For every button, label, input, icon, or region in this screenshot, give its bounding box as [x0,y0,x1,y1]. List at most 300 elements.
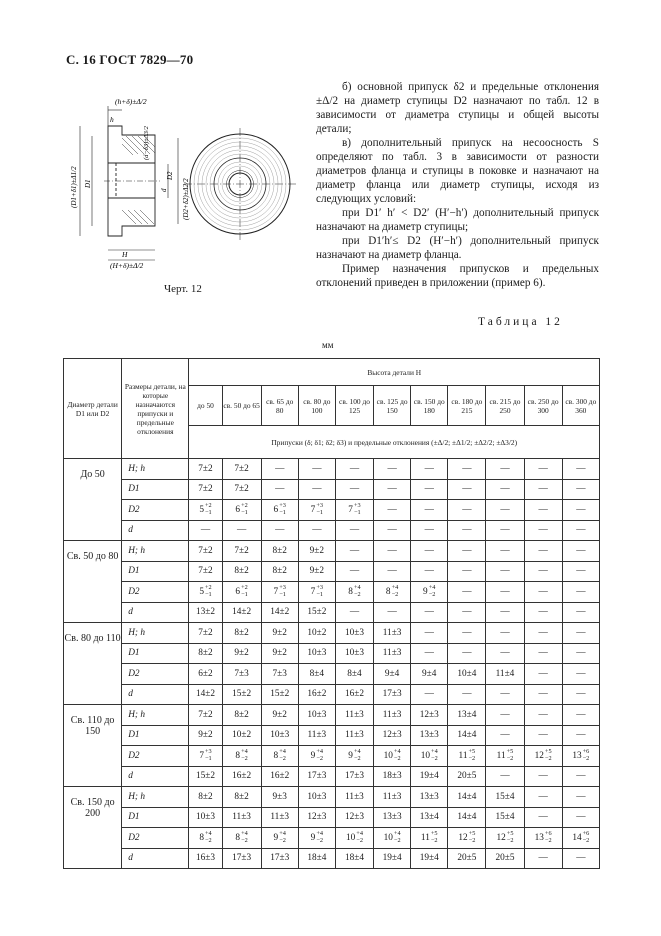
value-cell: 7 +3 −1 [261,582,298,603]
value-cell: 11±3 [335,787,373,808]
value-cell: 18±4 [298,848,335,869]
table-row [64,479,600,500]
value-cell: 15±2 [298,602,335,623]
value-cell: 14±2 [189,684,222,705]
value-cell: 8±2 [261,541,298,562]
value-cell: — [524,623,562,644]
value-cell: 10±3 [298,643,335,664]
value-cell: — [486,520,524,541]
table-row [64,643,600,664]
value-cell: 10 +4 −2 [335,828,373,849]
value-cell: — [222,520,261,541]
value-cell: 6 +2 −1 [222,500,261,521]
value-cell: — [298,520,335,541]
value-cell: — [261,520,298,541]
value-cell: — [411,643,448,664]
dimension-cell: H; h [122,459,189,480]
value-cell: — [411,479,448,500]
value-cell: 12±3 [374,725,411,746]
value-cell: — [562,459,599,480]
value-cell: 12 +5 −2 [486,828,524,849]
value-cell: — [374,520,411,541]
value-cell: — [486,623,524,644]
figure-caption: Черт. 12 [164,283,202,295]
value-cell: 9±2 [261,643,298,664]
dimension-cell: D2 [122,828,189,849]
value-cell: — [486,500,524,521]
value-cell: 16±2 [335,684,373,705]
value-cell: 10±2 [298,623,335,644]
value-cell: 7 +3 −1 [298,500,335,521]
value-cell: 15±2 [261,684,298,705]
value-cell: 14±4 [448,725,486,746]
value-cell: — [411,541,448,562]
value-cell: 9±4 [411,664,448,685]
value-cell: 11±3 [335,705,373,726]
value-cell: 8 +4 −2 [222,746,261,767]
value-cell: 10±3 [189,807,222,828]
value-cell: 10 +4 −2 [374,828,411,849]
value-cell: 7 +3 −1 [189,746,222,767]
value-cell: — [448,643,486,664]
value-cell: 7 +3 −1 [335,500,373,521]
value-cell: 16±2 [222,766,261,787]
header-height: Высота детали H [189,359,600,386]
value-cell: 8 +4 −2 [261,746,298,767]
dim-h: h [110,115,114,124]
dimension-cell: d [122,684,189,705]
value-cell: — [486,643,524,664]
value-cell: — [562,725,599,746]
value-cell: — [524,520,562,541]
value-cell: — [524,602,562,623]
value-cell: — [524,500,562,521]
paragraph-v: в) дополнительный припуск на несоосность S определяют по табл. 3 в зависимости от разности диаметров фланца и ступицы в поковке и назначают на диаметр фланца или диаметр ступицы, исходя из следующих условий: [316,137,599,205]
value-cell: 5 +2 −1 [189,582,222,603]
value-cell: — [524,459,562,480]
value-cell: 10±3 [298,705,335,726]
table-row [64,725,600,746]
value-cell: 20±5 [486,848,524,869]
table-row [64,602,600,623]
table-row [64,541,600,562]
value-cell: — [486,705,524,726]
value-cell: 10 +4 −2 [374,746,411,767]
value-cell: 9±4 [374,664,411,685]
value-cell: 11±3 [374,705,411,726]
value-cell: — [562,479,599,500]
value-cell: — [524,725,562,746]
dim-h-top: (h+δ)±Δ/2 [115,97,147,106]
value-cell: — [486,459,524,480]
value-cell: 13±3 [374,807,411,828]
value-cell: — [524,561,562,582]
table-unit: мм [322,340,334,350]
height-range-header: св. 180 до 215 [448,386,486,426]
value-cell: 11±3 [261,807,298,828]
value-cell: 11 +5 −2 [486,746,524,767]
value-cell: — [562,561,599,582]
value-cell: — [411,602,448,623]
height-range-header: св. 50 до 65 [222,386,261,426]
dimension-cell: D2 [122,664,189,685]
value-cell: 12±3 [411,705,448,726]
value-cell: — [261,479,298,500]
body-text [316,80,599,290]
table-row [64,787,600,808]
value-cell: — [411,520,448,541]
value-cell: 7±2 [222,459,261,480]
dim-D2-full: (D2+δ2)±Δ2/2 [182,178,190,220]
value-cell: 11±3 [374,787,411,808]
value-cell: — [562,664,599,685]
value-cell: — [562,766,599,787]
dimension-cell: D1 [122,807,189,828]
height-range-header: св. 300 до 360 [562,386,599,426]
dimension-cell: d [122,766,189,787]
page-header: С. 16 ГОСТ 7829—70 [66,52,194,67]
value-cell: 9±2 [298,561,335,582]
value-cell: — [486,725,524,746]
value-cell: 6 +3 −1 [261,500,298,521]
table-row [64,684,600,705]
value-cell: 9 +4 −2 [261,828,298,849]
value-cell: 13±4 [411,807,448,828]
dimension-cell: D2 [122,500,189,521]
dimension-cell: H; h [122,541,189,562]
value-cell: — [298,459,335,480]
value-cell: — [562,807,599,828]
diameter-cell: Св. 110 до 150 [64,705,122,787]
value-cell: — [411,684,448,705]
value-cell: — [562,623,599,644]
height-range-header: до 50 [189,386,222,426]
value-cell: — [524,684,562,705]
value-cell: 10±3 [335,623,373,644]
value-cell: — [448,459,486,480]
dim-d-inner: (d−δ3)±Δ3/2 [143,126,150,160]
height-range-header: св. 80 до 100 [298,386,335,426]
value-cell: 8 +4 −2 [335,582,373,603]
value-cell: — [562,500,599,521]
table-row [64,561,600,582]
value-cell: 9±2 [222,643,261,664]
value-cell: 13±3 [411,725,448,746]
value-cell: 11±3 [374,643,411,664]
value-cell: 17±3 [298,766,335,787]
table-row [64,746,600,767]
diameter-cell: Св. 150 до 200 [64,787,122,869]
value-cell: 8±2 [222,705,261,726]
value-cell: 9 +4 −2 [411,582,448,603]
table-row [64,828,600,849]
value-cell: 20±5 [448,848,486,869]
table-row [64,500,600,521]
table-row [64,623,600,644]
value-cell: 13±2 [189,602,222,623]
value-cell: 15±4 [486,807,524,828]
value-cell: 11±4 [486,664,524,685]
value-cell: — [335,561,373,582]
value-cell: — [448,500,486,521]
value-cell: 11 +5 −2 [411,828,448,849]
paragraph-b: б) основной припуск δ2 и предельные отклонения ±Δ/2 на диаметр ступицы D2 назначают по табл. 12 в зависимости от диаметра ступицы и общей высоты детали; [316,81,599,135]
table-row [64,807,600,828]
value-cell: 9±3 [261,787,298,808]
header-dimensions: Размеры детали, на которые назначаются припуски и предельные отклонения [122,359,189,459]
value-cell: — [562,643,599,664]
value-cell: 9±2 [261,705,298,726]
value-cell: 14±4 [448,807,486,828]
value-cell: 17±3 [222,848,261,869]
height-range-header: св. 100 до 125 [335,386,373,426]
value-cell: 15±4 [486,787,524,808]
value-cell: 10±3 [298,787,335,808]
value-cell: — [562,848,599,869]
value-cell: — [486,684,524,705]
value-cell: — [411,500,448,521]
value-cell: 11±3 [374,623,411,644]
value-cell: — [486,766,524,787]
dimension-cell: D1 [122,643,189,664]
value-cell: — [524,766,562,787]
value-cell: 8±4 [335,664,373,685]
table-row [64,582,600,603]
dimension-cell: D2 [122,582,189,603]
table-row [64,705,600,726]
height-range-header: св. 250 до 300 [524,386,562,426]
value-cell: 8±2 [222,623,261,644]
value-cell: — [524,541,562,562]
value-cell: — [524,807,562,828]
dimension-cell: d [122,848,189,869]
value-cell: 8±4 [298,664,335,685]
value-cell: 6 +2 −1 [222,582,261,603]
value-cell: — [486,602,524,623]
value-cell: 11±3 [335,725,373,746]
value-cell: 7±3 [222,664,261,685]
value-cell: 7±2 [222,541,261,562]
value-cell: 8 +4 −2 [374,582,411,603]
value-cell: — [486,561,524,582]
value-cell: 5 +2 −1 [189,500,222,521]
value-cell: 16±3 [189,848,222,869]
value-cell: — [335,479,373,500]
value-cell: 7±2 [189,705,222,726]
value-cell: — [448,623,486,644]
value-cell: — [562,541,599,562]
value-cell: 7±2 [222,479,261,500]
value-cell: — [374,541,411,562]
value-cell: — [524,705,562,726]
value-cell: — [562,705,599,726]
value-cell: 10±3 [335,643,373,664]
value-cell: — [524,848,562,869]
value-cell: 10±2 [222,725,261,746]
value-cell: — [261,459,298,480]
diameter-cell: Св. 80 до 110 [64,623,122,705]
value-cell: — [411,459,448,480]
value-cell: 13±4 [448,705,486,726]
value-cell: 9 +4 −2 [335,746,373,767]
example-note: Пример назначения припусков и предельных отклонений приведен в приложении (пример 6). [316,263,599,289]
value-cell: 16±2 [298,684,335,705]
value-cell: 11 +5 −2 [448,746,486,767]
value-cell: — [524,582,562,603]
value-cell: — [486,582,524,603]
dim-D1: D1 [84,179,92,188]
value-cell: 9±2 [298,541,335,562]
value-cell: 7±2 [189,561,222,582]
value-cell: — [486,479,524,500]
value-cell: 8±2 [189,787,222,808]
value-cell: 15±2 [189,766,222,787]
table-row [64,520,600,541]
dimension-cell: D1 [122,479,189,500]
value-cell: 7±2 [189,623,222,644]
value-cell: 7±3 [261,664,298,685]
value-cell: 12 +5 −2 [524,746,562,767]
value-cell: 7±2 [189,479,222,500]
value-cell: — [335,541,373,562]
value-cell: — [374,479,411,500]
value-cell: 8±2 [222,561,261,582]
value-cell: 14±2 [261,602,298,623]
part-drawing [60,80,310,285]
condition-2: при D1′h′≤ D2 (H′−h′) дополнительный припуск назначают на диаметр фланца. [316,235,599,261]
value-cell: — [448,684,486,705]
dim-D1-full: (D1+δ1)±Δ1/2 [70,166,78,208]
value-cell: — [335,602,373,623]
value-cell: 8±2 [222,787,261,808]
value-cell: 11±3 [222,807,261,828]
value-cell: — [486,541,524,562]
value-cell: — [411,623,448,644]
value-cell: — [524,643,562,664]
dimension-cell: d [122,602,189,623]
value-cell: 16±2 [261,766,298,787]
value-cell: 9±2 [261,623,298,644]
dimension-cell: D2 [122,746,189,767]
value-cell: 18±3 [374,766,411,787]
value-cell: 11±3 [298,725,335,746]
height-range-header: св. 65 до 80 [261,386,298,426]
header-allowances: Припуски (δ; δ1; δ2; δ3) и предельные отклонения (±Δ/2; ±Δ1/2; ±Δ2/2; ±Δ3/2) [189,426,600,459]
table-row [64,848,600,869]
dim-h-bottom: (H+δ)±Δ/2 [110,261,144,270]
value-cell: — [562,787,599,808]
dimension-cell: d [122,520,189,541]
value-cell: 14±2 [222,602,261,623]
value-cell: — [562,602,599,623]
value-cell: 6±2 [189,664,222,685]
dimension-cell: D1 [122,725,189,746]
height-range-header: св. 215 до 250 [486,386,524,426]
value-cell: 17±3 [335,766,373,787]
value-cell: 13 +6 −2 [562,746,599,767]
value-cell: — [335,520,373,541]
value-cell: 12 +5 −2 [448,828,486,849]
value-cell: — [524,787,562,808]
dim-H: H [122,250,128,259]
value-cell: 14±4 [448,787,486,808]
value-cell: — [524,664,562,685]
table-row [64,459,600,480]
dimension-cell: D1 [122,561,189,582]
value-cell: 20±5 [448,766,486,787]
value-cell: — [448,520,486,541]
value-cell: — [448,582,486,603]
value-cell: 12±3 [335,807,373,828]
dim-D2: D2 [166,171,174,180]
value-cell: 19±4 [411,766,448,787]
value-cell: — [562,684,599,705]
value-cell: — [448,541,486,562]
value-cell: 7±2 [189,459,222,480]
value-cell: 9 +4 −2 [298,746,335,767]
value-cell: 8 +4 −2 [189,828,222,849]
dimension-cell: H; h [122,705,189,726]
value-cell: 13 +6 −2 [524,828,562,849]
value-cell: 8±2 [261,561,298,582]
height-range-header: св. 125 до 150 [374,386,411,426]
value-cell: — [562,520,599,541]
value-cell: — [298,479,335,500]
value-cell: 7±2 [189,541,222,562]
dimension-cell: H; h [122,623,189,644]
diameter-cell: До 50 [64,459,122,541]
value-cell: 10±3 [261,725,298,746]
value-cell: 17±3 [374,684,411,705]
value-cell: 7 +3 −1 [298,582,335,603]
value-cell: 17±3 [261,848,298,869]
value-cell: — [374,500,411,521]
value-cell: — [448,561,486,582]
condition-1: при D1′ h′ < D2′ (H′−h′) дополнительный припуск назначают на диаметр ступицы; [316,207,599,233]
value-cell: 19±4 [411,848,448,869]
height-range-header: св. 150 до 180 [411,386,448,426]
value-cell: — [562,582,599,603]
value-cell: 10 +4 −2 [411,746,448,767]
value-cell: — [411,561,448,582]
value-cell: — [374,459,411,480]
value-cell: 14 +6 −2 [562,828,599,849]
value-cell: 8 +4 −2 [222,828,261,849]
value-cell: 18±4 [335,848,373,869]
diameter-cell: Св. 50 до 80 [64,541,122,623]
value-cell: 12±3 [298,807,335,828]
dimension-cell: H; h [122,787,189,808]
value-cell: — [374,561,411,582]
value-cell: 13±3 [411,787,448,808]
allowance-table [63,358,600,869]
value-cell: — [374,602,411,623]
value-cell: — [448,602,486,623]
dim-d: d [160,188,168,192]
table-row [64,664,600,685]
value-cell: 8±2 [189,643,222,664]
value-cell: — [189,520,222,541]
header-diameter: Диаметр детали D1 или D2 [64,359,122,459]
value-cell: — [448,479,486,500]
value-cell: — [335,459,373,480]
table-row [64,766,600,787]
table-title: Таблица 12 [478,316,563,328]
value-cell: 9 +4 −2 [298,828,335,849]
value-cell: 10±4 [448,664,486,685]
value-cell: 9±2 [189,725,222,746]
value-cell: 15±2 [222,684,261,705]
